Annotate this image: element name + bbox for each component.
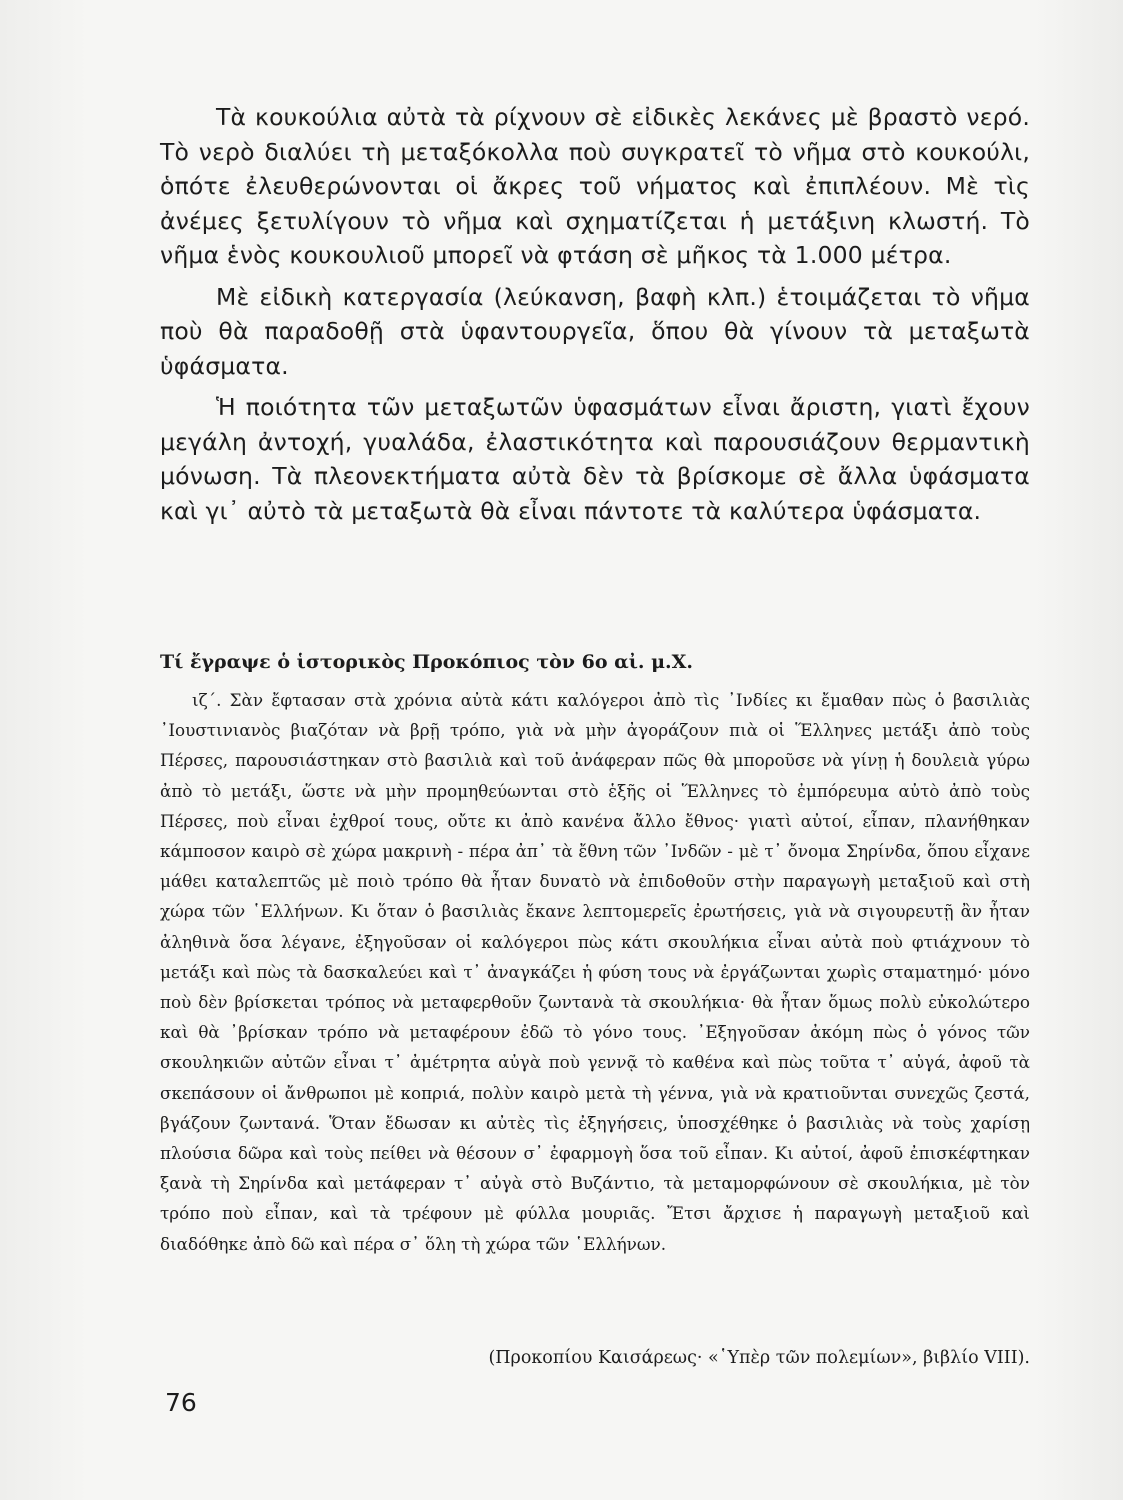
section-heading: Τί ἔγραψε ὁ ἱστορικὸς Προκόπιος τὸν 6ο αἰ. μ.Χ.	[160, 651, 694, 673]
paragraph-1: Τὰ κουκούλια αὐτὰ τὰ ρίχνουν σὲ εἰδικὲς λεκάνες μὲ βραστὸ νερό. Τὸ νερὸ διαλύει τὴ μεταξόκολλα ποὺ συγκρατεῖ τὸ νῆμα στὸ κουκούλι, ὁπότε ἐλευθερώνονται οἱ ἄκρες τοῦ νήματος καὶ ἐπιπλέουν. Μὲ τὶς ἀνέμες ξετυλίγουν τὸ νῆμα καὶ σχηματίζεται ἡ μετάξινη κλωστή. Τὸ νῆμα ἑνὸς κουκουλιοῦ μπορεῖ νὰ φτάση σὲ μῆκος τὰ 1.000 μέτρα.	[160, 103, 1030, 269]
quote-source: (Προκοπίου Καισάρεως· «῾Υπὲρ τῶν πολεμίων», βιβλίο VIII).	[488, 1348, 1030, 1368]
quote-text: ιζ΄. Σὰν ἔφτασαν στὰ χρόνια αὐτὰ κάτι καλόγεροι ἀπὸ τὶς ᾿Ινδίες κι ἔμαθαν πὼς ὁ βασιλιὰς ᾿Ιουστινιανὸς βιαζόταν νὰ βρῇ τρόπο, γιὰ νὰ μὴν ἀγοράζουν πιὰ οἱ Ἕλληνες μετάξι ἀπὸ τοὺς Πέρσες, παρουσιάστηκαν στὸ βασιλιὰ καὶ τοῦ ἀνάφεραν πῶς θὰ μποροῦσε νὰ γίνῃ ἡ δουλειὰ γύρω ἀπὸ τὸ μετάξι, ὥστε νὰ μὴν προμηθεύωνται στὸ ἑξῆς οἱ Ἕλληνες τὸ ἐμπόρευμα αὐτὸ ἀπὸ τοὺς Πέρσες, ποὺ εἶναι ἐχθροί τους, οὔτε κι ἀπὸ κανένα ἄλλο ἔθνος· γιατὶ αὐτοί, εἶπαν, πλανήθηκαν κάμποσον καιρὸ σὲ χώρα μακρινὴ - πέρα ἀπ᾿ τὰ ἔθνη τῶν ᾿Ινδῶν - μὲ τ᾿ ὄνομα Σηρίνδα, ὅπου εἶχανε μάθει καταλεπτῶς μὲ ποιὸ τρόπο θὰ ἦταν δυνατὸ νὰ ἐπιδοθοῦν στὴν παραγωγὴ μεταξιοῦ καὶ στὴ χώρα τῶν ῾Ελλήνων. Κι ὅταν ὁ βασιλιὰς ἔκανε λεπτομερεῖς ἐρωτήσεις, γιὰ νὰ σιγουρευτῇ ἂν ἦταν ἀληθινὰ ὅσα λέγανε, ἐξηγοῦσαν οἱ καλόγεροι πὼς κάτι σκουλήκια εἶναι αὐτὰ ποὺ φτιάχνουν τὸ μετάξι καὶ πὼς τὰ δασκαλεύει καὶ τ᾿ ἀναγκάζει ἡ φύση τους νὰ ἐργάζωνται χωρὶς σταματημό· μόνο ποὺ δὲν βρίσκεται τρόπος νὰ μεταφερθοῦν ζωντανὰ τὰ σκουλήκια· θὰ ἦταν ὅμως πολὺ εὐκολώτερο καὶ θὰ ᾿βρίσκαν τρόπο νὰ μεταφέρουν ἐδῶ τὸ γόνο τους. ᾿Εξηγοῦσαν ἀκόμη πὼς ὁ γόνος τῶν σκουληκιῶν αὐτῶν εἶναι τ᾿ ἀμέτρητα αὐγὰ ποὺ γεννᾷ τὸ καθένα καὶ πὼς τοῦτα τ᾿ αὐγά, ἀφοῦ τὰ σκεπάσουν οἱ ἄνθρωποι μὲ κοπριά, πολὺν καιρὸ μετὰ τὴ γέννα, γιὰ νὰ κρατιοῦνται συνεχῶς ζεστά, βγάζουν ζωντανά. Ὅταν ἔδωσαν κι αὐτὲς τὶς ἐξηγήσεις, ὑποσχέθηκε ὁ βασιλιὰς νὰ τοὺς χαρίσῃ πλούσια δῶρα καὶ τοὺς πείθει νὰ θέσουν σ᾿ ἐφαρμογὴ ὅσα τοῦ εἶπαν. Κι αὐτοί, ἀφοῦ ἐπισκέφτηκαν ξανὰ τὴ Σηρίνδα καὶ μετάφεραν τ᾿ αὐγὰ στὸ Βυζάντιο, τὰ μεταμορφώνουν σὲ σκουλήκια, μὲ τὸν τρόπο ποὺ εἶπαν, καὶ τὰ τρέφουν μὲ φύλλα μουριᾶς. Ἔτσι ἄρχισε ἡ παραγωγὴ μεταξιοῦ καὶ διαδόθηκε ἀπὸ δῶ καὶ πέρα σ᾿ ὅλη τὴ χώρα τῶν ῾Ελλήνων.	[160, 690, 1030, 1254]
page-number: 76	[165, 1388, 197, 1417]
procopius-quote	[160, 685, 1030, 1259]
main-text	[160, 100, 1030, 535]
paragraph-3: Ἡ ποιότητα τῶν μεταξωτῶν ὑφασμάτων εἶναι ἄριστη, γιατὶ ἔχουν μεγάλη ἀντοχή, γυαλάδα, ἐλαστικότητα καὶ παρουσιάζουν θερμαντικὴ μόνωση. Τὰ πλεονεκτήματα αὐτὰ δὲν τὰ βρίσκομε σὲ ἄλλα ὑφάσματα καὶ γι᾿ αὐτὸ τὰ μεταξωτὰ θὰ εἶναι πάντοτε τὰ καλύτερα ὑφάσματα.	[160, 393, 1030, 525]
paragraph-2: Μὲ εἰδικὴ κατεργασία (λεύκανση, βαφὴ κλπ.) ἑτοιμάζεται τὸ νῆμα ποὺ θὰ παραδοθῇ στὰ ὑφαντουργεῖα, ὅπου θὰ γίνουν τὰ μεταξωτὰ ὑφάσματα.	[160, 282, 1030, 380]
